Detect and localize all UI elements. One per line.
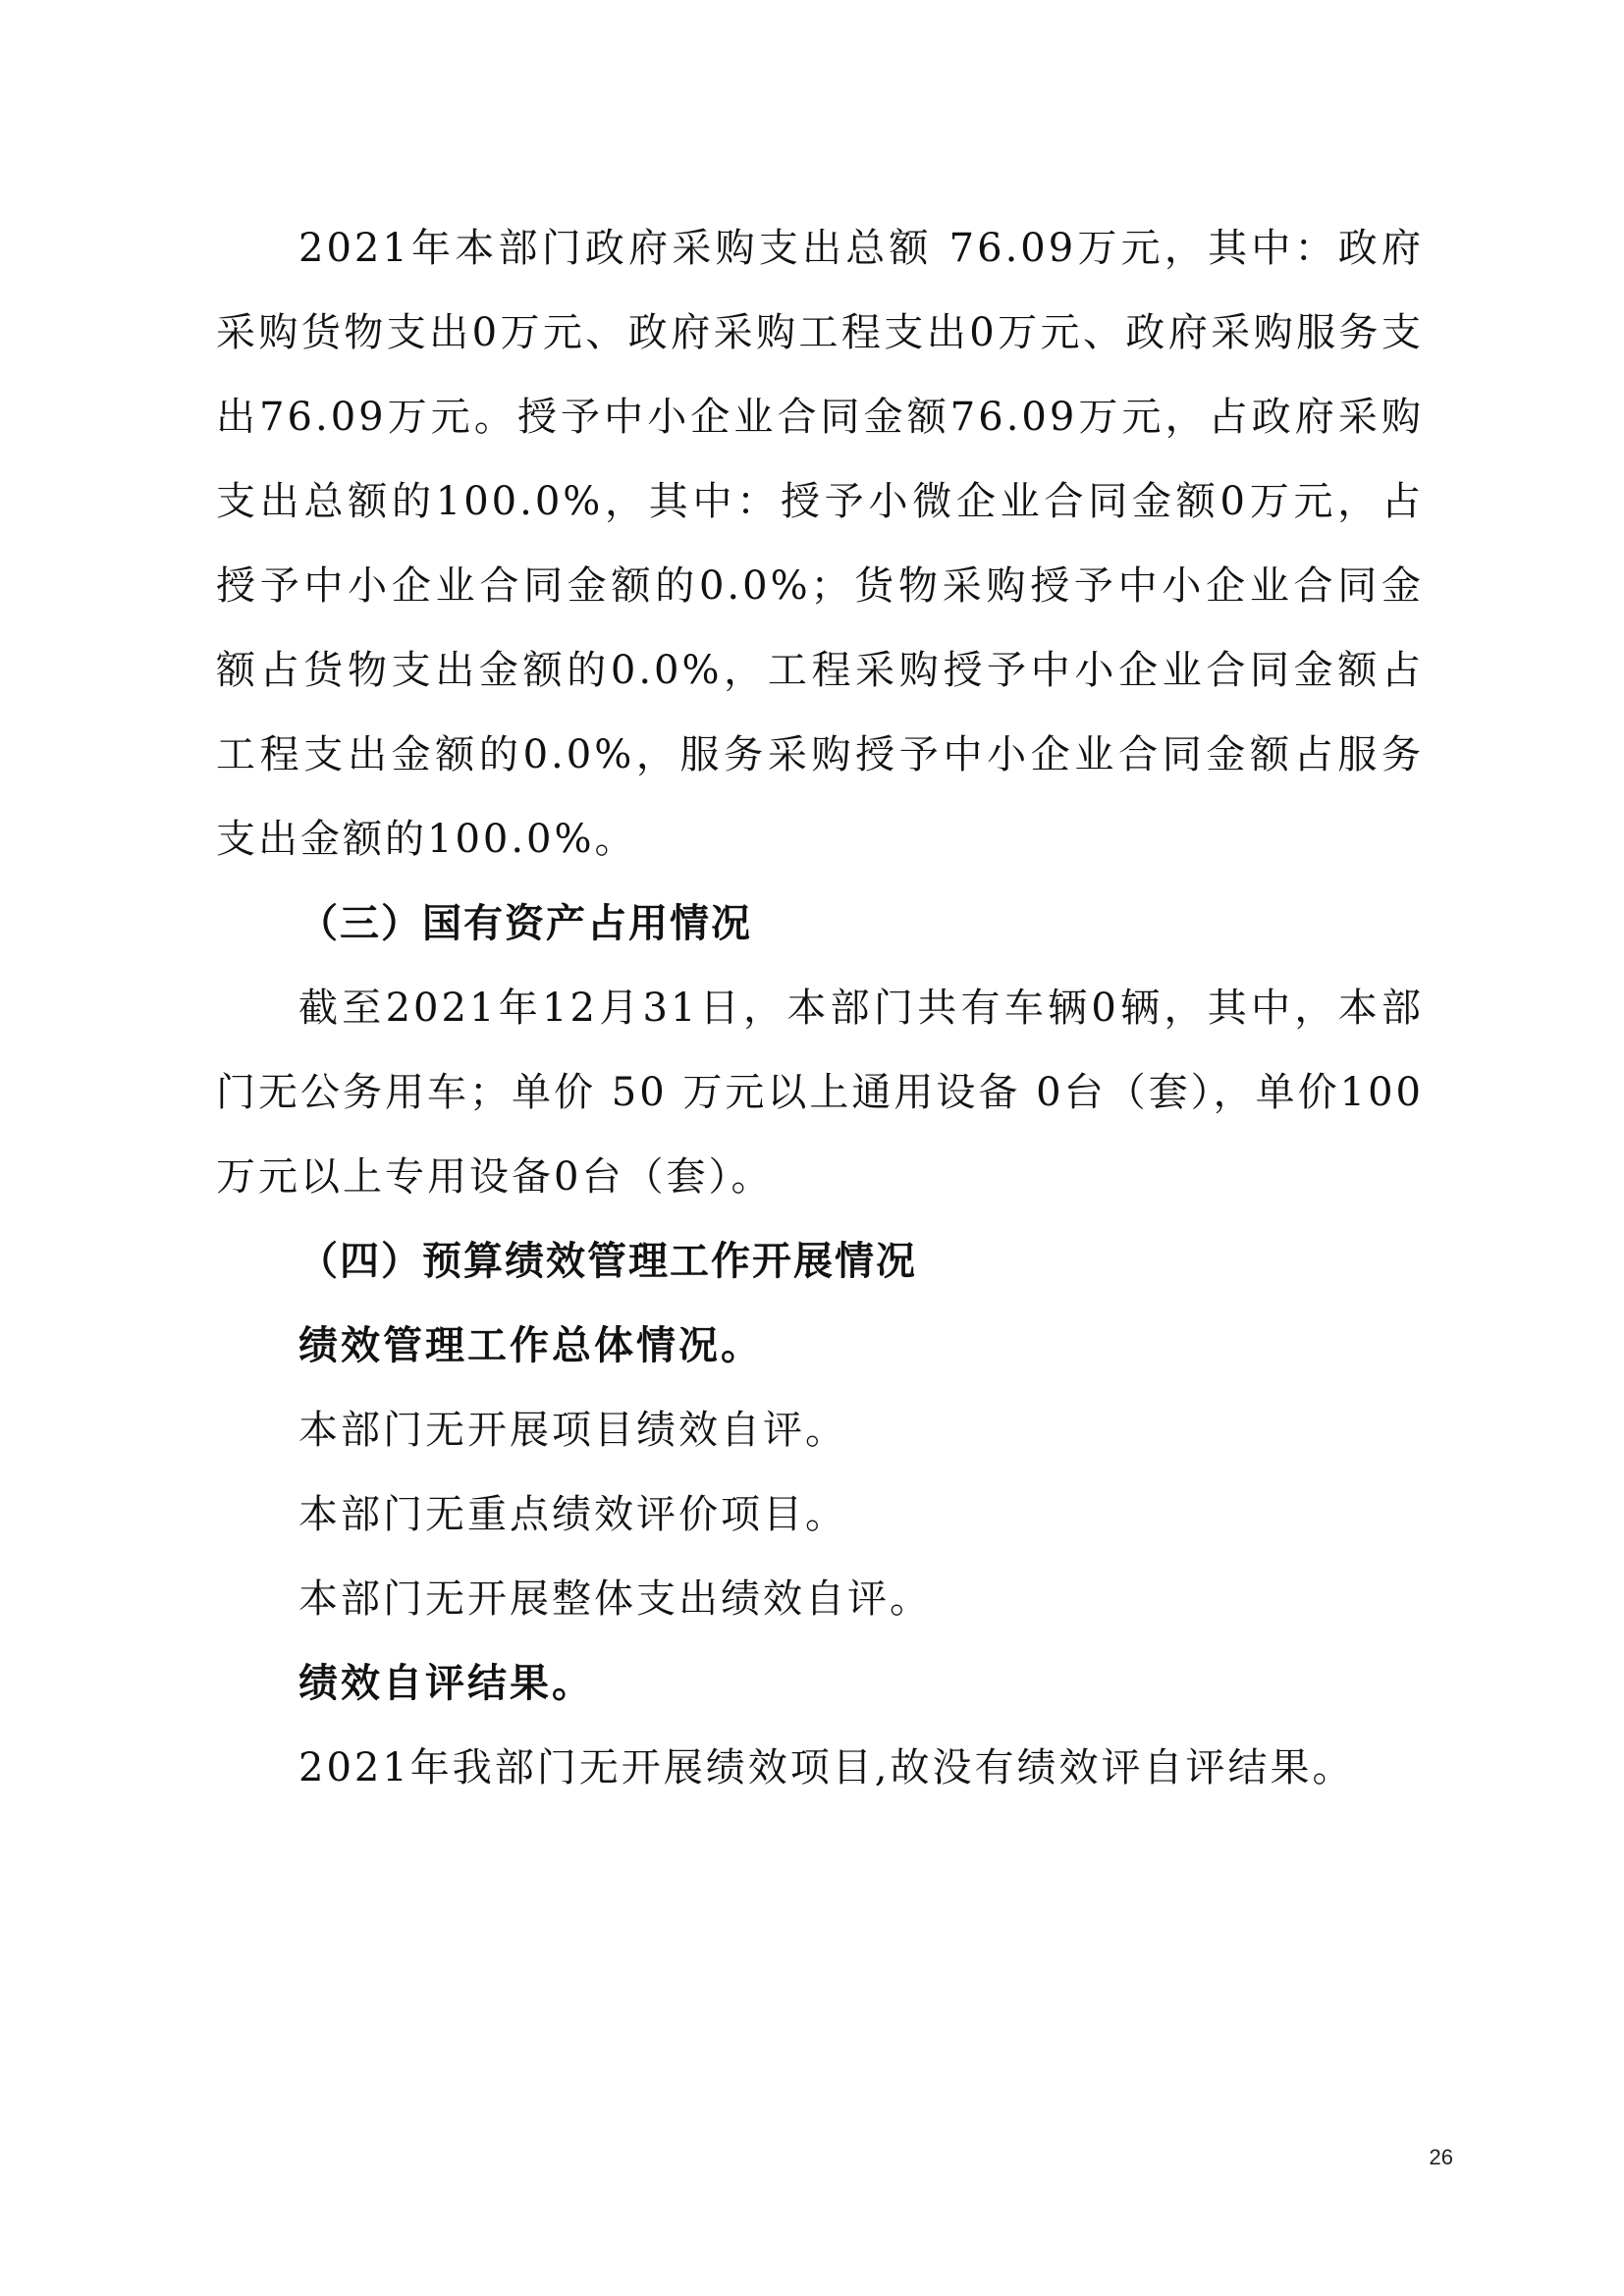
assets-paragraph: 截至2021年12月31日，本部门共有车辆0辆，其中，本部门无公务用车；单价 50 万元以上通用设备 0台（套），单价100万元以上专用设备0台（套）。 (216, 986, 1424, 1200)
document-body (216, 206, 1424, 1810)
section-heading-performance-management: （四）预算绩效管理工作开展情况 (298, 1239, 917, 1284)
procurement-paragraph: 2021年本部门政府采购支出总额 76.09万元，其中：政府采购货物支出0万元、政府采购工程支出0万元、政府采购服务支出76.09万元。授予中小企业合同金额76.09万元，占政府采购支出总额的100.0%，其中：授予小微企业合同金额0万元，占授予中小企业合同金额的0.0%；货物采购授予中小企业合同金额占货物支出金额的0.0%，工程采购授予中小企业合同金额占工程支出金额的0.0%，服务采购授予中小企业合同金额占服务支出金额的100.0%。 (216, 226, 1424, 862)
subheading-overall-situation: 绩效管理工作总体情况。 (298, 1322, 763, 1368)
line-no-overall-evaluation: 本部门无开展整体支出绩效自评。 (298, 1576, 932, 1622)
line-no-key-evaluation: 本部门无重点绩效评价项目。 (298, 1492, 847, 1537)
section-heading-state-assets: （三）国有资产占用情况 (298, 901, 752, 946)
subheading-evaluation-results: 绩效自评结果。 (298, 1660, 594, 1706)
page-number: 26 (1429, 2145, 1453, 2169)
line-no-project-evaluation: 本部门无开展项目绩效自评。 (298, 1408, 847, 1453)
results-paragraph: 2021年我部门无开展绩效项目,故没有绩效评自评结果。 (298, 1745, 1355, 1790)
